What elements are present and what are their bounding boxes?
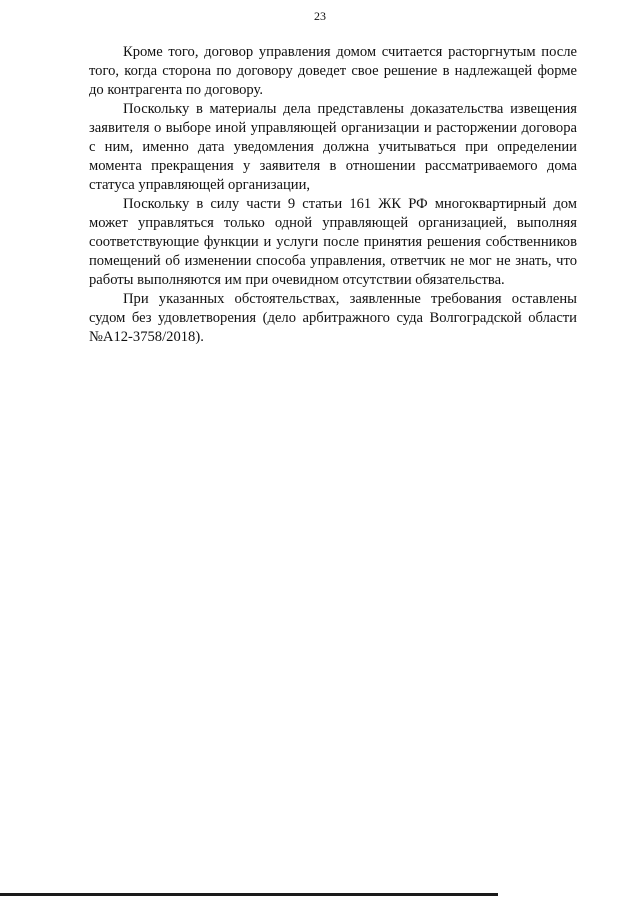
page-number: 23 xyxy=(314,9,326,23)
paragraph-court-decision: При указанных обстоятельствах, заявленные требования оставлены судом без удовлетворения (дело арбитражного суда Волгоградской области №А12-3758/2018). xyxy=(89,291,577,345)
paragraph-contract-termination: Кроме того, договор управления домом считается расторгнутым после того, когда сторона по договору доведет свое решение в надлежащей форме до контрагента по договору. xyxy=(89,44,577,98)
bottom-rule xyxy=(0,893,498,896)
document-body xyxy=(89,43,577,347)
paragraph-housing-code-article: Поскольку в силу части 9 статьи 161 ЖК РФ многоквартирный дом может управляться только одной управляющей организацией, выполняя соответствующие функции и услуги после принятия решения собственников помещений об изменении способа управления, ответчик не мог не знать, что работы выполняются им при очевидном отсутствии обязательства. xyxy=(89,196,577,288)
paragraph-evidence-notification: Поскольку в материалы дела представлены доказательства извещения заявителя о выборе иной управляющей организации и расторжении договора с ним, именно дата уведомления должна учитываться при определении момента прекращения у заявителя в отношении рассматриваемого дома статуса управляющей организации, xyxy=(89,101,577,193)
